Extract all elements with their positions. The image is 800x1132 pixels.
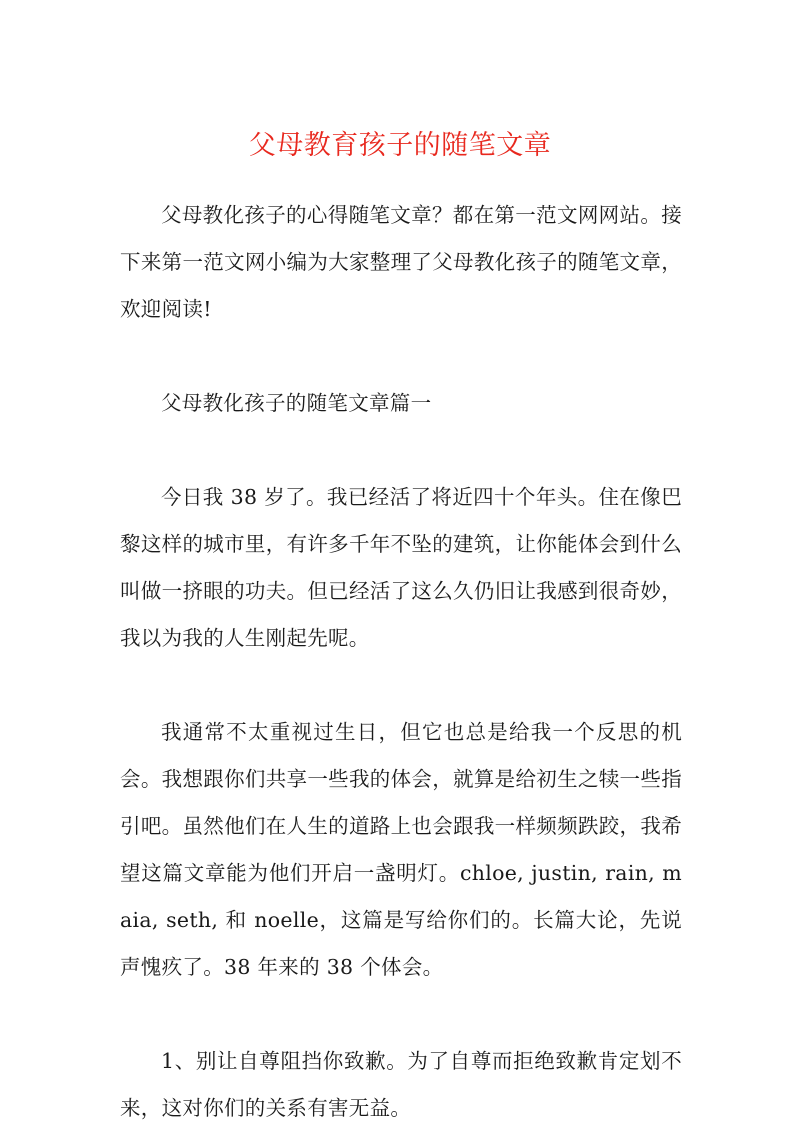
body-paragraph-age: 今日我 38 岁了。我已经活了将近四十个年头。住在像巴黎这样的城市里，有许多千年不坠的建筑，让你能体会到什么叫做一挤眼的功夫。但已经活了这么久仍旧让我感到很奇妙，我以为我的人生刚起先呢。 [120,485,682,650]
body-paragraph-birthday: 我通常不太重视过生日，但它也总是给我一个反思的机会。我想跟你们共享一些我的体会，就算是给初生之犊一些指引吧。虽然他们在人生的道路上也会跟我一样频频跌跤，我希望这篇文章能为他们开启一盏明灯。chloe, justin, rain, maia, seth, 和 noelle，这篇是写给你们的。长篇大论，先说声愧疚了。38 年来的 38 个体会。 [120,720,682,979]
section-heading: 父母教化孩子的随笔文章篇一 [161,391,432,415]
document-title: 父母教育孩子的随笔文章 [248,130,552,161]
document-body [120,192,682,1132]
list-item-1: 1、别让自尊阻挡你致歉。为了自尊而拒绝致歉肯定划不来，这对你们的关系有害无益。 [120,1049,682,1120]
intro-paragraph: 父母教化孩子的心得随笔文章？都在第一范文网网站。接下来第一范文网小编为大家整理了父母教化孩子的随笔文章，欢迎阅读! [120,203,682,321]
